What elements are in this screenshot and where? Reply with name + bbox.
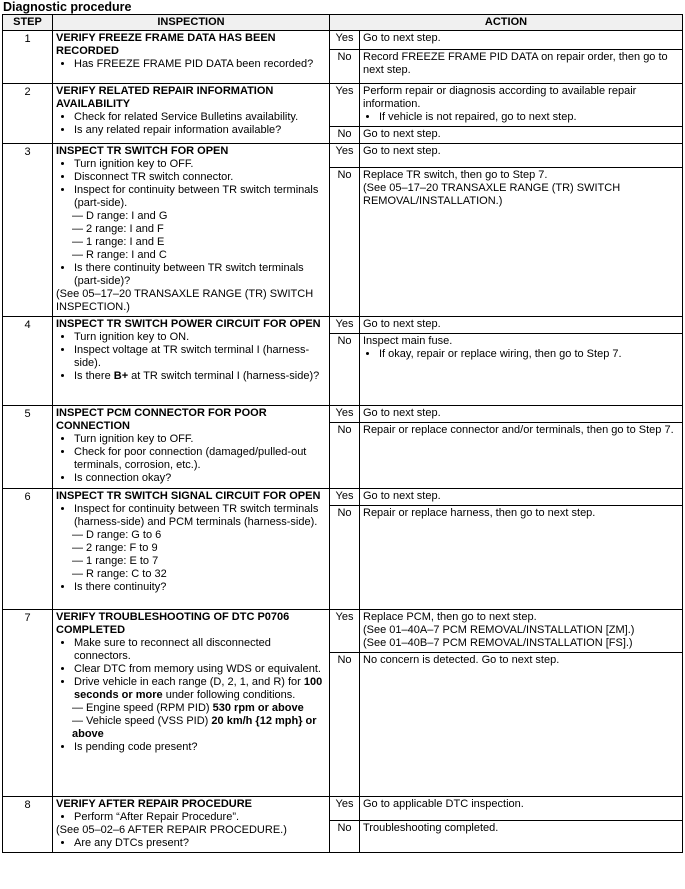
inspection-bullet: • Disconnect TR switch connector. [74,171,326,184]
yes-action: Go to next step. [360,489,683,506]
inspection-bullet: • Turn ignition key to OFF. [74,433,326,446]
no-label: No [330,50,360,84]
no-action: No concern is detected. Go to next step. [360,653,683,797]
yes-label: Yes [330,406,360,423]
inspection-bullet: • Inspect for continuity between TR switch terminals (part-side). [74,184,326,210]
document-title: Diagnostic procedure [3,0,132,14]
inspection-bullet: • Clear DTC from memory using WDS or equivalent. [74,663,326,676]
no-action-text: Replace TR switch, then go to Step 7. [363,169,548,181]
inspection-bullet [74,676,326,702]
no-label: No [330,423,360,489]
reference-note: (See 05–02–6 AFTER REPAIR PROCEDURE.) [56,824,287,836]
yes-action [360,610,683,653]
header-action: ACTION [330,15,683,31]
table-row [3,144,683,168]
no-action-bullet: • If okay, repair or replace wiring, then go to Step 7. [379,348,679,361]
yes-label: Yes [330,797,360,821]
range-item: — D range: G to 6 [72,529,162,541]
inspection-bullet: • Inspect voltage at TR switch terminal I (harness-side). [74,344,326,370]
yes-action-bullet: • If vehicle is not repaired, go to next step. [379,111,679,124]
no-action: Repair or replace connector and/or terminals, then go to Step 7. [360,423,683,489]
range-item: — R range: C to 32 [72,568,167,580]
no-action [360,168,683,317]
yes-action-text: Replace PCM, then go to next step. [363,611,537,623]
yes-action: Go to next step. [360,144,683,168]
inspection-bullet: • Check for related Service Bulletins availability. [74,111,326,124]
bullet-text: Is there [74,370,114,382]
yes-label: Yes [330,31,360,50]
table-row [3,797,683,821]
inspection-bullet: • Is pending code present? [74,741,326,754]
inspection-bullet: • Are any DTCs present? [74,837,326,850]
yes-label: Yes [330,317,360,334]
inspection-bullet: • Is there continuity? [74,581,326,594]
inspection-title: VERIFY FREEZE FRAME DATA HAS BEEN RECORDED [56,32,276,57]
no-label: No [330,127,360,144]
no-action [360,334,683,406]
no-action-note: (See 05–17–20 TRANSAXLE RANGE (TR) SWITCH REMOVAL/INSTALLATION.) [363,182,621,207]
header-inspection: INSPECTION [53,15,330,31]
range-item: — 2 range: I and F [72,223,164,235]
inspection-title: VERIFY TROUBLESHOOTING OF DTC P0706 COMPLETED [56,611,290,636]
table-row [3,31,683,50]
inspection-title: INSPECT TR SWITCH SIGNAL CIRCUIT FOR OPEN [56,490,321,502]
inspection-bullet: • Is any related repair information available? [74,124,326,137]
yes-action-text: Perform repair or diagnosis according to available repair information. [363,85,637,110]
step-number: 6 [3,489,53,610]
step-number: 3 [3,144,53,317]
inspection-cell [53,797,330,853]
inspection-bullet: • Is connection okay? [74,472,326,485]
step-number: 5 [3,406,53,489]
yes-action [360,84,683,127]
yes-label: Yes [330,610,360,653]
table-row [3,489,683,506]
reference-note: (See 05–17–20 TRANSAXLE RANGE (TR) SWITCH INSPECTION.) [56,288,314,313]
bullet-bold-text: B+ [113,370,129,382]
range-item: — 1 range: E to 7 [72,555,159,567]
no-action: Repair or replace harness, then go to next step. [360,506,683,610]
step-number: 7 [3,610,53,797]
inspection-bullet: • Perform “After Repair Procedure”. [74,811,326,824]
yes-action-note: (See 01–40A–7 PCM REMOVAL/INSTALLATION [ZM].) [363,624,635,636]
header-step: STEP [3,15,53,31]
table-row [3,317,683,334]
bullet-text: under following conditions. [162,689,296,701]
inspection-cell [53,610,330,797]
inspection-bullet: • Make sure to reconnect all disconnected connectors. [74,637,326,663]
yes-action: Go to next step. [360,31,683,50]
step-number: 2 [3,84,53,144]
yes-action: Go to applicable DTC inspection. [360,797,683,821]
no-action: Record FREEZE FRAME PID DATA on repair order, then go to next step. [360,50,683,84]
yes-action: Go to next step. [360,406,683,423]
yes-action: Go to next step. [360,317,683,334]
inspection-bullet: • Check for poor connection (damaged/pulled-out terminals, corrosion, etc.). [74,446,326,472]
no-label: No [330,168,360,317]
no-label: No [330,821,360,853]
inspection-cell [53,317,330,406]
condition-item [56,715,326,741]
inspection-cell [53,84,330,144]
inspection-title: INSPECT TR SWITCH FOR OPEN [56,145,229,157]
yes-action-note: (See 01–40B–7 PCM REMOVAL/INSTALLATION [FS].) [363,637,633,649]
bullet-bold-text: 100 seconds or more [74,676,323,701]
inspection-bullet [74,370,326,383]
condition-bold-text: 530 rpm or above [212,702,304,714]
inspection-title: INSPECT PCM CONNECTOR FOR POOR CONNECTION [56,407,267,432]
no-label: No [330,653,360,797]
no-label: No [330,334,360,406]
range-item: — 2 range: F to 9 [72,542,158,554]
yes-label: Yes [330,489,360,506]
table-row [3,84,683,127]
step-number: 1 [3,31,53,84]
table-row [3,406,683,423]
diagnostic-table [2,14,683,853]
inspection-title: VERIFY RELATED REPAIR INFORMATION AVAILABILITY [56,85,274,110]
inspection-title: VERIFY AFTER REPAIR PROCEDURE [56,798,252,810]
inspection-bullet: • Turn ignition key to OFF. [74,158,326,171]
inspection-title: INSPECT TR SWITCH POWER CIRCUIT FOR OPEN [56,318,321,330]
inspection-bullet: • Is there continuity between TR switch terminals (part-side)? [74,262,326,288]
step-number: 8 [3,797,53,853]
no-label: No [330,506,360,610]
range-item: — D range: I and G [72,210,168,222]
inspection-cell [53,144,330,317]
inspection-cell [53,406,330,489]
bullet-text: Drive vehicle in each range (D, 2, 1, and R) for [74,676,304,688]
range-item: — R range: I and C [72,249,167,261]
range-item: — 1 range: I and E [72,236,165,248]
table-row [3,610,683,653]
inspection-bullet: • Inspect for continuity between TR switch terminals (harness-side) and PCM terminals (harness-side). [74,503,326,529]
inspection-bullet: • Turn ignition key to ON. [74,331,326,344]
condition-text: — Engine speed (RPM PID) [72,702,213,714]
inspection-bullet: • Has FREEZE FRAME PID DATA been recorded? [74,58,326,71]
step-number: 4 [3,317,53,406]
header-row [3,15,683,31]
condition-item [56,702,326,715]
no-action-text: Inspect main fuse. [363,335,453,347]
condition-text: — Vehicle speed (VSS PID) [72,715,212,727]
no-action: Go to next step. [360,127,683,144]
inspection-cell [53,489,330,610]
bullet-text: at TR switch terminal I (harness-side)? [128,370,320,382]
condition-bold-text: 20 km/h {12 mph} or above [72,715,317,740]
no-action: Troubleshooting completed. [360,821,683,853]
inspection-cell [53,31,330,84]
yes-label: Yes [330,84,360,127]
yes-label: Yes [330,144,360,168]
